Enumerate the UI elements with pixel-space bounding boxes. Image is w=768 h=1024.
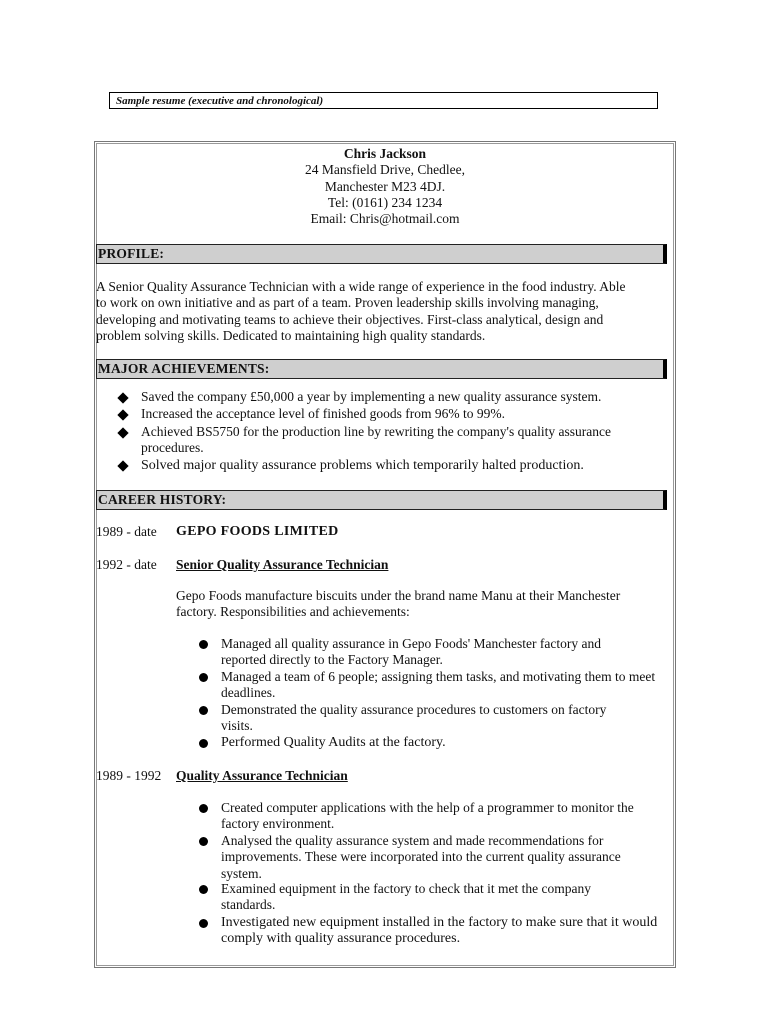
section-header-profile: PROFILE: <box>96 244 667 264</box>
profile-line: developing and motivating teams to achieve their objectives. First-class analytical, design and <box>96 311 604 327</box>
duty-item: Investigated new equipment installed in the factory to make sure that it would comply with quality assurance procedures. <box>221 915 658 947</box>
profile-line: problem solving skills. Dedicated to maintaining high quality standards. <box>96 327 486 343</box>
duty-item: Demonstrated the quality assurance procedures to customers on factory visits. <box>221 702 607 734</box>
role-title: Quality Assurance Technician <box>176 768 348 783</box>
section-header-achievements: MAJOR ACHIEVEMENTS: <box>96 359 667 379</box>
role-intro: Gepo Foods manufacture biscuits under the brand name Manu at their Manchester factory. Responsibilities and achievements: <box>176 588 621 620</box>
circle-bullet-icon <box>199 837 208 846</box>
circle-bullet-icon <box>199 885 208 894</box>
duty-item: Managed a team of 6 people; assigning them tasks, and motivating them to meet deadlines. <box>221 669 656 701</box>
achievement-item: Solved major quality assurance problems which temporarily halted production. <box>141 458 584 473</box>
document-caption: Sample resume (executive and chronological) <box>109 92 658 109</box>
duty-item: Managed all quality assurance in Gepo Foods' Manchester factory and reported directly to the Factory Manager. <box>221 636 601 668</box>
role-date: 1992 - date <box>96 557 157 572</box>
section-header-career: CAREER HISTORY: <box>96 490 667 510</box>
role-title: Senior Quality Assurance Technician <box>176 557 389 572</box>
circle-bullet-icon <box>199 804 208 813</box>
email: Email: Chris@hotmail.com <box>310 211 460 227</box>
circle-bullet-icon <box>199 919 208 928</box>
contact-block <box>96 146 674 227</box>
circle-bullet-icon <box>199 640 208 649</box>
duty-item: Analysed the quality assurance system and made recommendations for improvements. These were incorporated into the current quality assurance system. <box>221 833 621 881</box>
achievement-item: Saved the company £50,000 a year by implementing a new quality assurance system. <box>141 389 602 404</box>
telephone: Tel: (0161) 234 1234 <box>327 194 443 210</box>
profile-line: to work on own initiative and as part of a team. Proven leadership skills involving managing, <box>96 295 599 311</box>
address-line-1: 24 Mansfield Drive, Chedlee, <box>304 162 466 178</box>
duty-item: Created computer applications with the help of a programmer to monitor the factory environment. <box>221 800 634 832</box>
achievement-item: Increased the acceptance level of finished goods from 96% to 99%. <box>141 406 505 421</box>
achievement-item: Achieved BS5750 for the production line by rewriting the company's quality assurance procedures. <box>141 424 611 456</box>
applicant-name: Chris Jackson <box>343 146 427 161</box>
circle-bullet-icon <box>199 739 208 748</box>
employer-name: GEPO FOODS LIMITED <box>176 524 339 539</box>
profile-text <box>96 279 662 344</box>
address-line-2: Manchester M23 4DJ. <box>324 178 446 194</box>
profile-line: A Senior Quality Assurance Technician with a wide range of experience in the food industry. Able <box>96 279 626 294</box>
circle-bullet-icon <box>199 673 208 682</box>
circle-bullet-icon <box>199 706 208 715</box>
duty-item: Performed Quality Audits at the factory. <box>221 735 446 750</box>
role-date: 1989 - 1992 <box>96 768 162 783</box>
duty-item: Examined equipment in the factory to check that it met the company standards. <box>221 881 592 913</box>
employment-date: 1989 - date <box>96 524 157 539</box>
